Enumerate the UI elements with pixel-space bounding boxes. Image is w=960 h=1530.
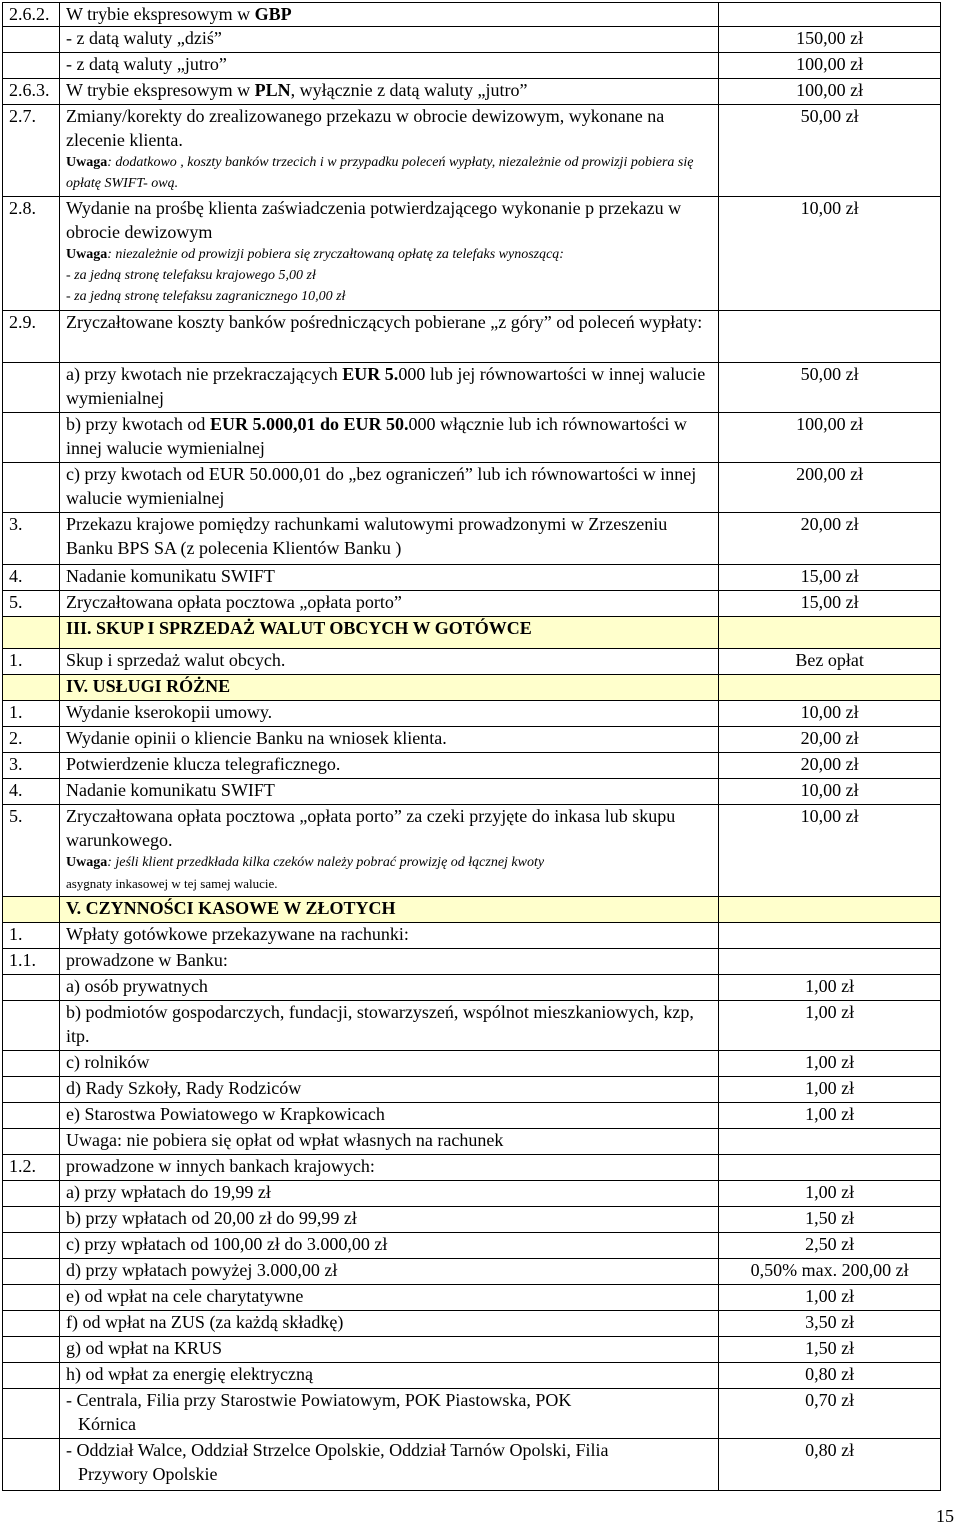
item-price: 20,00 zł bbox=[719, 753, 941, 779]
description-text: - z datą waluty „jutro” bbox=[65, 54, 227, 75]
item-description bbox=[59, 1233, 718, 1259]
item-number bbox=[3, 1259, 60, 1285]
fee-row bbox=[3, 1363, 941, 1389]
fee-table-body bbox=[3, 3, 941, 1491]
section-header-row bbox=[3, 617, 941, 649]
item-description bbox=[59, 463, 718, 513]
section-title bbox=[59, 617, 718, 649]
fee-row bbox=[3, 197, 941, 311]
item-description bbox=[59, 413, 718, 463]
item-number bbox=[3, 1001, 60, 1051]
item-description bbox=[59, 1259, 718, 1285]
item-description bbox=[59, 1181, 718, 1207]
fee-row bbox=[3, 565, 941, 591]
note-label: Uwaga bbox=[65, 155, 108, 171]
item-price: 2,50 zł bbox=[719, 1233, 941, 1259]
item-number bbox=[3, 675, 60, 701]
item-number bbox=[3, 1077, 60, 1103]
item-description bbox=[59, 53, 718, 79]
description-continuation: Kórnica bbox=[77, 1413, 136, 1434]
description-text: Zryczałtowana opłata pocztowa „opłata porto” bbox=[65, 592, 402, 613]
item-description bbox=[59, 1285, 718, 1311]
note-continuation: asygnaty inkasowej w tej samej walucie. bbox=[65, 876, 278, 892]
fee-row bbox=[3, 463, 941, 513]
description-text: c) przy wpłatach od 100,00 zł do 3.000,00 zł bbox=[65, 1234, 388, 1255]
description-text: a) przy kwotach nie przekraczających bbox=[65, 364, 343, 385]
item-number bbox=[3, 27, 60, 53]
item-price bbox=[719, 675, 941, 701]
description-text: W trybie ekspresowym w bbox=[65, 4, 255, 24]
item-number: 2.9. bbox=[3, 311, 60, 363]
item-number bbox=[3, 1311, 60, 1337]
section-header-row bbox=[3, 675, 941, 701]
item-number bbox=[3, 1181, 60, 1207]
item-price: 10,00 zł bbox=[719, 779, 941, 805]
item-price: 20,00 zł bbox=[719, 727, 941, 753]
item-price: 10,00 zł bbox=[719, 197, 941, 311]
description-text: - z datą waluty „dziś” bbox=[65, 28, 222, 49]
fee-row bbox=[3, 1129, 941, 1155]
item-description bbox=[59, 513, 718, 565]
description-text: b) podmiotów gospodarczych, fundacji, stowarzyszeń, wspólnot mieszkaniowych, kzp, itp. bbox=[65, 1002, 694, 1046]
item-price: 1,00 zł bbox=[719, 1181, 941, 1207]
item-description bbox=[59, 949, 718, 975]
item-number: 2.6.2. bbox=[3, 3, 60, 27]
item-number bbox=[3, 463, 60, 513]
item-description bbox=[59, 1051, 718, 1077]
fee-row bbox=[3, 1103, 941, 1129]
item-description bbox=[59, 1155, 718, 1181]
description-text: prowadzone w innych bankach krajowych: bbox=[65, 1156, 375, 1177]
note-line: - za jedną stronę telefaksu krajowego 5,00 zł bbox=[65, 268, 316, 284]
item-price: 1,50 zł bbox=[719, 1207, 941, 1233]
description-text: h) od wpłat za energię elektryczną bbox=[65, 1364, 314, 1385]
item-number: 3. bbox=[3, 753, 60, 779]
description-text: b) przy wpłatach od 20,00 zł do 99,99 zł bbox=[65, 1208, 357, 1229]
fee-row bbox=[3, 413, 941, 463]
note-text: : niezależnie od prowizji pobiera się zryczałtowaną opłatę za telefaks wynoszącą: bbox=[107, 247, 564, 263]
item-description bbox=[59, 1439, 718, 1491]
item-price: 50,00 zł bbox=[719, 363, 941, 413]
fee-row bbox=[3, 1259, 941, 1285]
item-description bbox=[59, 79, 718, 105]
item-price: 1,00 zł bbox=[719, 1285, 941, 1311]
fee-row bbox=[3, 727, 941, 753]
item-number: 3. bbox=[3, 513, 60, 565]
item-number bbox=[3, 1207, 60, 1233]
item-description bbox=[59, 363, 718, 413]
description-text: Wydanie opinii o kliencie Banku na wniosek klienta. bbox=[65, 728, 447, 749]
description-text: prowadzone w Banku: bbox=[65, 950, 228, 971]
item-number bbox=[3, 53, 60, 79]
item-number bbox=[3, 363, 60, 413]
description-bold-text: EUR 5.000,01 do EUR 50. bbox=[209, 414, 409, 435]
fee-row bbox=[3, 1311, 941, 1337]
fee-row bbox=[3, 1051, 941, 1077]
description-text: d) przy wpłatach powyżej 3.000,00 zł bbox=[65, 1260, 338, 1281]
item-price bbox=[719, 897, 941, 923]
item-price bbox=[719, 949, 941, 975]
item-description bbox=[59, 311, 718, 363]
item-description bbox=[59, 1001, 718, 1051]
description-bold-text: PLN bbox=[254, 80, 291, 101]
item-number: 5. bbox=[3, 805, 60, 897]
item-price bbox=[719, 1129, 941, 1155]
description-bold-text: GBP bbox=[254, 4, 292, 24]
fee-row bbox=[3, 1439, 941, 1491]
description-text: , wyłącznie z datą waluty „jutro” bbox=[290, 80, 528, 101]
fee-row bbox=[3, 105, 941, 197]
item-price: 1,00 zł bbox=[719, 975, 941, 1001]
item-price: 1,50 zł bbox=[719, 1337, 941, 1363]
item-number: 5. bbox=[3, 591, 60, 617]
description-text: W trybie ekspresowym w bbox=[65, 80, 255, 101]
item-description bbox=[59, 649, 718, 675]
description-bold-text: EUR 5. bbox=[342, 364, 399, 385]
item-price: 0,50% max. 200,00 zł bbox=[719, 1259, 941, 1285]
fee-row bbox=[3, 701, 941, 727]
item-description bbox=[59, 779, 718, 805]
description-text: Przekazu krajowe pomiędzy rachunkami walutowymi prowadzonymi w Zrzeszeniu Banku BPS SA (z polecenia Klientów Banku ) bbox=[65, 514, 668, 558]
item-price: 100,00 zł bbox=[719, 413, 941, 463]
item-description bbox=[59, 105, 718, 197]
fee-row bbox=[3, 1181, 941, 1207]
page-number: 15 bbox=[936, 1506, 954, 1526]
fee-row bbox=[3, 1285, 941, 1311]
fee-row bbox=[3, 3, 941, 27]
note bbox=[66, 244, 712, 265]
description-text: Skup i sprzedaż walut obcych. bbox=[65, 650, 286, 671]
item-description bbox=[59, 753, 718, 779]
item-description bbox=[59, 27, 718, 53]
item-description bbox=[59, 591, 718, 617]
item-price: 3,50 zł bbox=[719, 1311, 941, 1337]
description-text: g) od wpłat na KRUS bbox=[65, 1338, 222, 1359]
note-label: Uwaga bbox=[65, 247, 108, 263]
item-number bbox=[3, 897, 60, 923]
description-text: IV. USŁUGI RÓŻNE bbox=[65, 676, 231, 697]
item-description bbox=[59, 1103, 718, 1129]
item-number: 2.7. bbox=[3, 105, 60, 197]
item-number: 4. bbox=[3, 779, 60, 805]
description-text: Zryczałtowana opłata pocztowa „opłata porto” za czeki przyjęte do inkasa lub skupu warunkowego. bbox=[65, 806, 676, 850]
note-line: - za jedną stronę telefaksu zagranicznego 10,00 zł bbox=[65, 289, 346, 305]
item-price: Bez opłat bbox=[719, 649, 941, 675]
item-price: 1,00 zł bbox=[719, 1077, 941, 1103]
description-text: - Centrala, Filia przy Starostwie Powiatowym, POK Piastowska, POK bbox=[65, 1390, 572, 1411]
fee-row bbox=[3, 1233, 941, 1259]
description-text: e) od wpłat na cele charytatywne bbox=[65, 1286, 304, 1307]
item-price: 0,80 zł bbox=[719, 1439, 941, 1491]
item-number: 4. bbox=[3, 565, 60, 591]
item-description bbox=[59, 197, 718, 311]
section-title bbox=[59, 675, 718, 701]
item-price: 1,00 zł bbox=[719, 1103, 941, 1129]
item-price: 10,00 zł bbox=[719, 701, 941, 727]
description-text: Nadanie komunikatu SWIFT bbox=[65, 566, 275, 587]
item-number bbox=[3, 1051, 60, 1077]
description-text: d) Rady Szkoły, Rady Rodziców bbox=[65, 1078, 302, 1099]
item-price: 15,00 zł bbox=[719, 591, 941, 617]
section-title bbox=[59, 897, 718, 923]
fee-row bbox=[3, 753, 941, 779]
description-text: Uwaga: nie pobiera się opłat od wpłat własnych na rachunek bbox=[65, 1130, 504, 1151]
item-number bbox=[3, 1285, 60, 1311]
description-continuation: Przywory Opolskie bbox=[77, 1463, 218, 1484]
item-number bbox=[3, 413, 60, 463]
fee-row bbox=[3, 53, 941, 79]
item-description bbox=[59, 565, 718, 591]
description-text: a) osób prywatnych bbox=[65, 976, 208, 997]
item-description bbox=[59, 805, 718, 897]
item-number bbox=[3, 617, 60, 649]
description-text: Wpłaty gotówkowe przekazywane na rachunki: bbox=[65, 924, 409, 945]
description-text: Zryczałtowane koszty banków pośredniczących pobierane „z góry” od poleceń wypłaty: bbox=[65, 312, 703, 333]
item-description bbox=[59, 1077, 718, 1103]
description-text: c) rolników bbox=[65, 1052, 150, 1073]
fee-row bbox=[3, 591, 941, 617]
description-text: 000 włącznie lub ich równowartości w innej walucie wymienialnej bbox=[65, 414, 687, 458]
item-number: 2.8. bbox=[3, 197, 60, 311]
item-price bbox=[719, 3, 941, 27]
item-number: 1.2. bbox=[3, 1155, 60, 1181]
fee-row bbox=[3, 1001, 941, 1051]
fee-row bbox=[3, 311, 941, 363]
item-price: 100,00 zł bbox=[719, 53, 941, 79]
item-price: 150,00 zł bbox=[719, 27, 941, 53]
note-text: : dodatkowo , koszty banków trzecich i w przypadku poleceń wypłaty, niezależnie od prowizji pobiera się opłatę SWIFT- ową. bbox=[65, 155, 694, 192]
fee-row bbox=[3, 923, 941, 949]
description-text: Wydanie kserokopii umowy. bbox=[65, 702, 273, 723]
item-price bbox=[719, 311, 941, 363]
item-price bbox=[719, 923, 941, 949]
item-description bbox=[59, 3, 718, 27]
item-number: 2.6.3. bbox=[3, 79, 60, 105]
item-description bbox=[59, 1129, 718, 1155]
description-text: V. CZYNNOŚCI KASOWE W ZŁOTYCH bbox=[65, 898, 396, 919]
description-text: c) przy kwotach od EUR 50.000,01 do „bez ograniczeń” lub ich równowartości w innej walucie wymienialnej bbox=[65, 464, 697, 508]
item-price: 0,70 zł bbox=[719, 1389, 941, 1439]
item-number bbox=[3, 975, 60, 1001]
item-price: 200,00 zł bbox=[719, 463, 941, 513]
fee-row bbox=[3, 1077, 941, 1103]
item-number: 1. bbox=[3, 649, 60, 675]
description-text: - Oddział Walce, Oddział Strzelce Opolskie, Oddział Tarnów Opolski, Filia bbox=[65, 1440, 609, 1461]
item-number bbox=[3, 1337, 60, 1363]
fee-row bbox=[3, 79, 941, 105]
section-header-row bbox=[3, 897, 941, 923]
item-price: 10,00 zł bbox=[719, 805, 941, 897]
fee-row bbox=[3, 1155, 941, 1181]
fee-row bbox=[3, 1389, 941, 1439]
item-price: 1,00 zł bbox=[719, 1051, 941, 1077]
fee-row bbox=[3, 363, 941, 413]
description-text: f) od wpłat na ZUS (za każdą składkę) bbox=[65, 1312, 344, 1333]
item-number: 1.1. bbox=[3, 949, 60, 975]
item-description bbox=[59, 1207, 718, 1233]
item-number bbox=[3, 1363, 60, 1389]
fee-row bbox=[3, 805, 941, 897]
note-text: : jeśli klient przedkłada kilka czeków należy pobrać prowizję od łącznej kwoty bbox=[107, 855, 545, 871]
note bbox=[66, 852, 712, 873]
item-description bbox=[59, 923, 718, 949]
item-description bbox=[59, 1389, 718, 1439]
item-number bbox=[3, 1103, 60, 1129]
fee-row bbox=[3, 975, 941, 1001]
item-number: 1. bbox=[3, 701, 60, 727]
description-text: 000 lub jej równowartości w innej walucie wymienialnej bbox=[65, 364, 706, 408]
fee-table bbox=[2, 2, 941, 1491]
fee-row bbox=[3, 949, 941, 975]
description-text: III. SKUP I SPRZEDAŻ WALUT OBCYCH W GOTÓWCE bbox=[65, 618, 532, 639]
item-description bbox=[59, 975, 718, 1001]
fee-row bbox=[3, 779, 941, 805]
item-price: 15,00 zł bbox=[719, 565, 941, 591]
item-description bbox=[59, 701, 718, 727]
item-description bbox=[59, 1311, 718, 1337]
note bbox=[66, 152, 712, 194]
description-text: Nadanie komunikatu SWIFT bbox=[65, 780, 275, 801]
item-number bbox=[3, 1233, 60, 1259]
description-text: Zmiany/korekty do zrealizowanego przekazu w obrocie dewizowym, wykonane na zlecenie klienta. bbox=[65, 106, 665, 150]
fee-row bbox=[3, 1337, 941, 1363]
note-label: Uwaga bbox=[65, 855, 108, 871]
item-price: 20,00 zł bbox=[719, 513, 941, 565]
fee-row bbox=[3, 649, 941, 675]
item-number bbox=[3, 1129, 60, 1155]
item-number: 1. bbox=[3, 923, 60, 949]
fee-row bbox=[3, 513, 941, 565]
description-text: a) przy wpłatach do 19,99 zł bbox=[65, 1182, 271, 1203]
description-text: b) przy kwotach od bbox=[65, 414, 210, 435]
item-price: 50,00 zł bbox=[719, 105, 941, 197]
item-number: 2. bbox=[3, 727, 60, 753]
fee-row bbox=[3, 27, 941, 53]
item-number bbox=[3, 1389, 60, 1439]
fee-row bbox=[3, 1207, 941, 1233]
item-price: 0,80 zł bbox=[719, 1363, 941, 1389]
item-description bbox=[59, 1363, 718, 1389]
description-text: Wydanie na prośbę klienta zaświadczenia potwierdzającego wykonanie p przekazu w obrocie dewizowym bbox=[65, 198, 682, 242]
description-text: Potwierdzenie klucza telegraficznego. bbox=[65, 754, 341, 775]
item-description bbox=[59, 727, 718, 753]
item-price: 100,00 zł bbox=[719, 79, 941, 105]
item-description bbox=[59, 1337, 718, 1363]
item-price bbox=[719, 1155, 941, 1181]
item-price: 1,00 zł bbox=[719, 1001, 941, 1051]
item-price bbox=[719, 617, 941, 649]
description-text: e) Starostwa Powiatowego w Krapkowicach bbox=[65, 1104, 385, 1125]
item-number bbox=[3, 1439, 60, 1491]
